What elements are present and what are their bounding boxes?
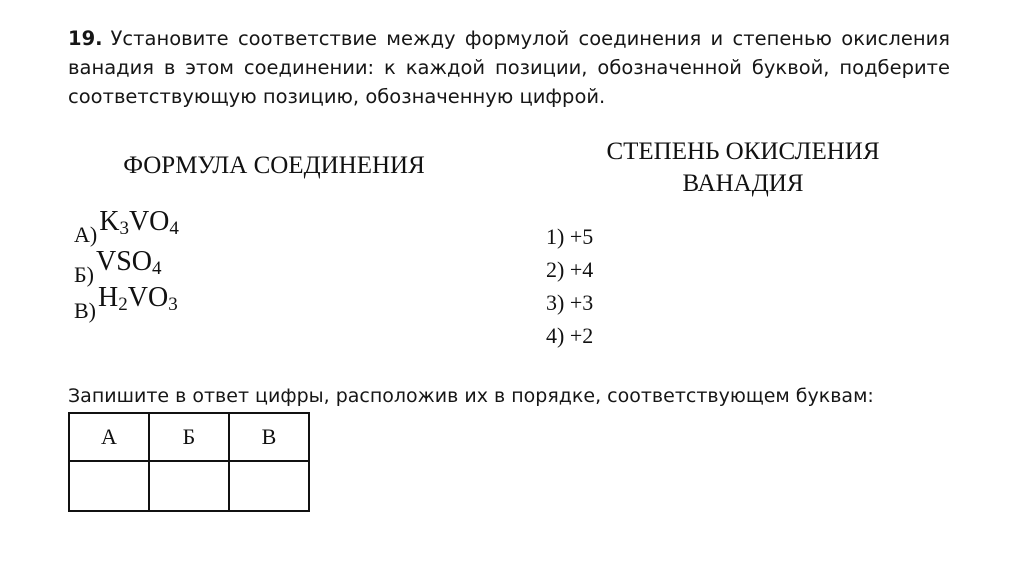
option-item: 4) +2 bbox=[546, 323, 594, 348]
element-symbol: K bbox=[99, 206, 120, 237]
element-symbol: VO bbox=[128, 206, 170, 237]
answer-cell-c[interactable] bbox=[229, 461, 309, 511]
option-item: 2) +4 bbox=[546, 257, 594, 282]
formula-column-title: ФОРМУЛА СОЕДИНЕНИЯ bbox=[123, 152, 425, 179]
formula-letter: А) bbox=[74, 222, 98, 247]
element-symbol: H bbox=[98, 282, 119, 313]
task-text: Установите соответствие между формулой соединения и степенью окисления ванадия в этом соединении: к каждой позиции, обозначенной буквой, подберите соответствующую позицию, обозначенную цифрой. bbox=[68, 27, 950, 108]
subscript: 4 bbox=[169, 218, 179, 239]
option-item: 1) +5 bbox=[546, 224, 594, 249]
oxidation-column-title bbox=[548, 136, 938, 200]
oxidation-options-list bbox=[546, 220, 593, 352]
formula-chem bbox=[99, 206, 179, 237]
subscript: 3 bbox=[119, 218, 129, 239]
answer-table bbox=[68, 412, 310, 512]
oxidation-title-line-1: СТЕПЕНЬ ОКИСЛЕНИЯ bbox=[606, 138, 880, 165]
subscript: 2 bbox=[118, 294, 128, 315]
element-symbol: VSO bbox=[95, 246, 152, 277]
subscript: 3 bbox=[168, 294, 178, 315]
formula-chem bbox=[98, 282, 178, 313]
answer-header-a: А bbox=[69, 413, 149, 461]
subscript: 4 bbox=[151, 258, 162, 279]
answer-instruction: Запишите в ответ цифры, расположив их в порядке, соответствующем буквам: bbox=[68, 385, 874, 407]
formula-letter: В) bbox=[74, 298, 96, 323]
task-number: 19. bbox=[68, 27, 103, 50]
element-symbol: VO bbox=[127, 282, 169, 313]
option-item: 3) +3 bbox=[546, 290, 594, 315]
answer-cell-a[interactable] bbox=[69, 461, 149, 511]
answer-header-c: В bbox=[229, 413, 309, 461]
formula-chem bbox=[96, 246, 162, 277]
answer-cell-b[interactable] bbox=[149, 461, 229, 511]
task-statement bbox=[68, 24, 950, 111]
oxidation-title-line-2: ВАНАДИЯ bbox=[682, 170, 804, 197]
formula-c bbox=[74, 282, 178, 326]
formula-letter: Б) bbox=[74, 262, 94, 287]
answer-header-b: Б bbox=[149, 413, 229, 461]
